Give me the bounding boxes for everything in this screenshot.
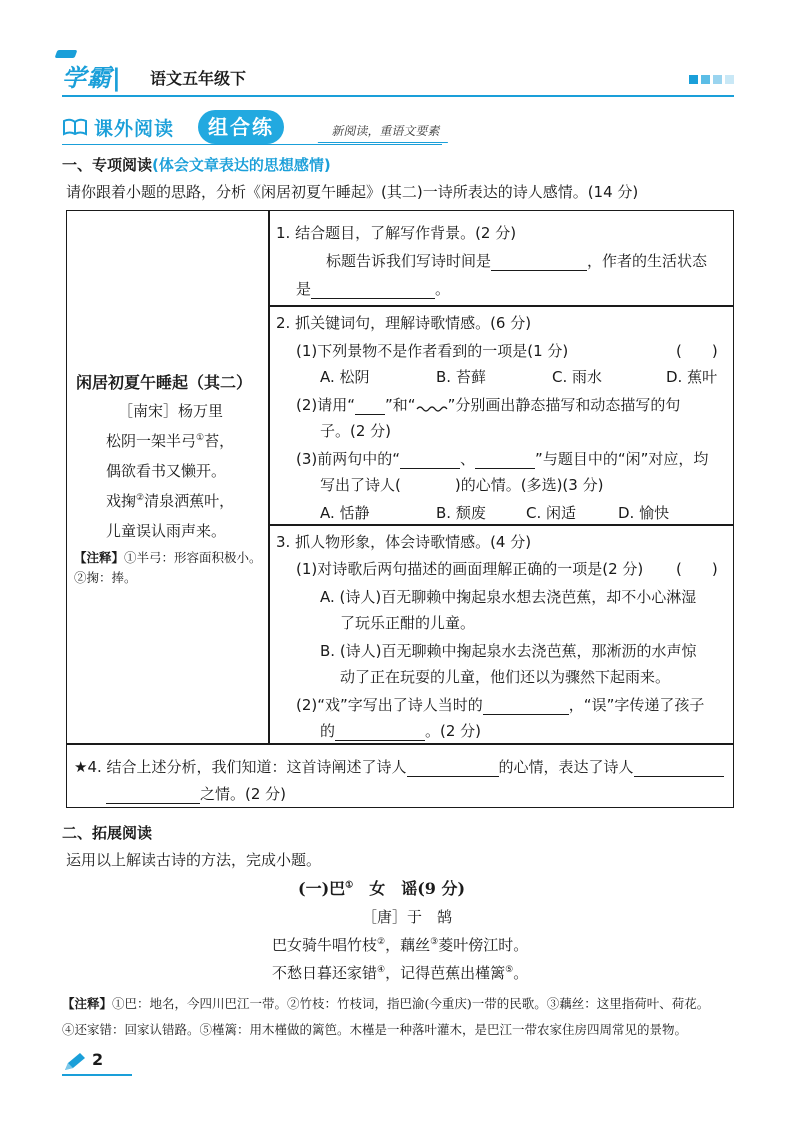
banner-underline [62,144,442,145]
book-icon [62,118,88,136]
q2-sub3-opt-d: D. 愉快 [618,504,670,522]
q4-line2: 之情。(2 分) [106,783,286,804]
section1-heading-note: (体会文章表达的思想感情) [152,156,331,174]
header-divider [62,95,734,97]
poem-title: 闲居初夏午睡起（其二） [76,373,253,392]
q4-blank-mood[interactable] [407,762,499,777]
q2-sub3-opt-b: B. 颓废 [436,504,486,522]
q1-line-1: 标题告诉我们写诗时间是 ，作者的生活状态 [326,252,708,270]
poem-line-3: 戏掬②清泉洒蕉叶， [106,492,235,510]
q2-sub3-line1: (3)前两句中的“ 、 ”与题目中的“闲”对应，均 [296,450,709,468]
q2-sub1-answer[interactable]: ( ) [676,342,718,360]
q2-opt-b: B. 苔藓 [436,368,486,386]
banner-tagline: 新阅读，重语文要素 [318,122,452,143]
q3-opt-b-line1: B. (诗人)百无聊赖中掬起泉水去浇芭蕉，那淅沥的水声惊 [320,642,697,660]
poem2-author: ［唐］于 鹄 [362,908,453,926]
q2-sub3-opt-c: C. 闲适 [526,504,577,522]
q2-opt-c: C. 雨水 [552,368,603,386]
q1-line-2: 是 。 [296,280,451,298]
poem2-title: (一)巴① 女 谣(9 分) [298,879,466,898]
q3-opt-b-line2: 动了正在玩耍的儿童，他们还以为骤然下起雨来。 [340,668,671,686]
q3-blank-wu[interactable] [335,726,425,741]
q3-sub2-line2: 的 。(2 分) [320,722,482,740]
q3-opt-a-line2: 了玩乐正酣的儿童。 [340,614,476,632]
q3-sub1: (1)对诗歌后两句描述的画面理解正确的一项是(2 分) [296,560,644,578]
q3-sub2-line1: (2)“戏”字写出了诗人当时的 ，“误”字传递了孩子 [296,696,705,714]
logo-text: 学霸 [62,64,112,92]
q2-title: 2. 抓关键词句，理解诗歌情感。(6 分) [276,314,532,332]
q2-opt-a: A. 松阴 [320,368,370,386]
q1-blank-state[interactable] [311,284,435,299]
row-divider-3 [66,743,734,745]
q3-sub1-answer[interactable]: ( ) [676,560,718,578]
q3-blank-xi[interactable] [483,700,569,715]
poem2-line-1: 巴女骑牛唱竹枝②，藕丝③菱叶傍江时。 [272,936,529,954]
q2-opt-d: D. 蕉叶 [666,368,718,386]
q4-blank-feeling1[interactable] [634,762,724,777]
q3-opt-a-line1: A. (诗人)百无聊赖中掬起泉水想去浇芭蕉，却不小心淋湿 [320,588,697,606]
section1-intro: 请你跟着小题的思路，分析《闲居初夏午睡起》(其二)一诗所表达的诗人感情。(14 分) [66,183,639,201]
q2-blank-word1[interactable] [400,454,460,469]
section2-intro: 运用以上解读古诗的方法，完成小题。 [66,851,322,869]
q4-blank-feeling2[interactable] [106,789,200,804]
q2-sub3-opt-a: A. 恬静 [320,504,370,522]
subject-label: 语文五年级下 [150,69,247,88]
q2-blank-word2[interactable] [475,454,535,469]
q3-title: 3. 抓人物形象，体会诗歌情感。(4 分) [276,533,532,551]
footer-underline [62,1074,132,1076]
wavy-underline-icon [416,400,448,412]
q2-sub1: (1)下列景物不是作者看到的一项是(1 分) [296,342,569,360]
section1-heading-text: 一、专项阅读 [62,156,153,174]
poem2-note-2: ④还家错：回家认错路。⑤槿篱：用木槿做的篱笆。木槿是一种落叶灌木，是巴江一带农家住房四周常见的景物。 [62,1022,688,1037]
poem2-note-1: 【注释】①巴：地名，今四川巴江一带。②竹枝：竹枝词，指巴渝(今重庆)一带的民歌。③藕丝：这里指荷叶、荷花。 [62,996,710,1011]
q4-line1: ★4. 结合上述分析，我们知道：这首诗阐述了诗人 的心情，表达了诗人 [74,756,724,777]
banner-pill: 组合练 [198,110,284,144]
q2-sub2-line1: (2)请用“ ”和“ ”分别画出静态描写和动态描写的句 [296,396,681,414]
poem-line-2: 偶欲看书又懒开。 [106,462,227,480]
banner-title: 课外阅读 [94,118,175,140]
q1-title: 1. 结合题目，了解写作背景。(2 分) [276,224,517,242]
poem-note-1: 【注释】①半弓：形容面积极小。 [74,550,262,565]
header-decoration [689,75,734,84]
q1-blank-time[interactable] [491,256,587,271]
pencil-icon [62,1051,88,1073]
q2-sub2-line2: 子。(2 分) [320,422,392,440]
poem-line-1: 松阴一架半弓①苔， [106,432,235,450]
poem-line-4: 儿童误认雨声来。 [106,522,227,540]
section2-heading: 二、拓展阅读 [62,824,153,842]
row-divider-2 [268,524,734,526]
poem-author: ［南宋］杨万里 [118,402,224,420]
cap-icon [55,50,78,58]
q2-sub3-line2: 写出了诗人( )的心情。(多选)(3 分) [320,476,604,494]
straight-underline-icon [355,404,385,415]
poem-note-2: ②掬：捧。 [74,570,137,585]
page-number: 2 [92,1050,104,1069]
row-divider-1 [268,305,734,307]
poem2-line-2: 不愁日暮还家错④，记得芭蕉出槿篱⑤。 [272,964,529,982]
table-column-divider [268,210,270,743]
brand-logo: 学霸| [62,58,122,93]
section1-heading [62,154,331,175]
